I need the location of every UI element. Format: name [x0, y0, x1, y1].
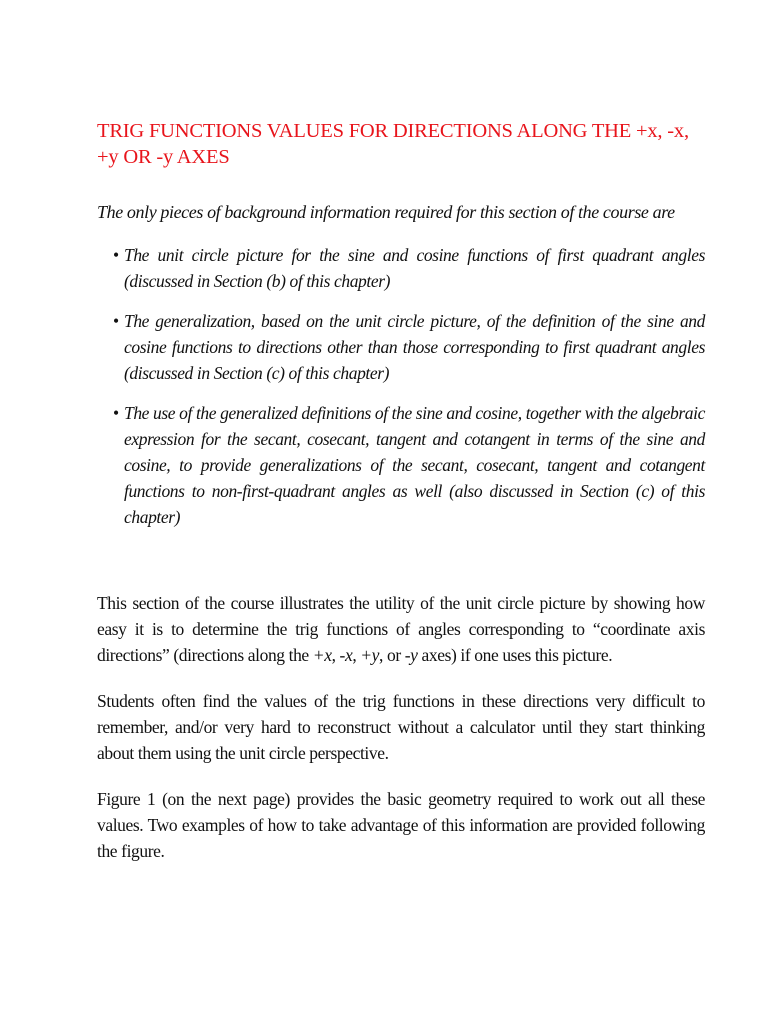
separator: , [331, 645, 340, 665]
paragraph-students: Students often find the values of the trig functions in these directions very difficult to remember, and/or very hard to reconstruct without a calculator until they start thinking about them using the unit circle perspective. [97, 691, 705, 763]
paragraph-utility [97, 590, 705, 668]
separator: , or [379, 645, 405, 665]
paragraph-figure: Figure 1 (on the next page) provides the basic geometry required to work out all these values. Two examples of how to take advantage of this information are provided following the figure. [97, 789, 705, 861]
paragraph-text: This section of the course illustrates the utility of the unit circle picture by showing how easy it is to determine the trig functions of angles corresponding to “coordinate axis directions” (directions along the [97, 593, 705, 665]
section-title: TRIG FUNCTIONS VALUES FOR DIRECTIONS ALONG THE +x, -x, +y OR -y AXES [97, 120, 689, 168]
bullet-icon: • [113, 403, 119, 423]
bullet-icon: • [113, 311, 119, 331]
axis-label-minus-y: -y [404, 645, 418, 665]
list-item-text: The generalization, based on the unit circle picture, of the definition of the sine and cosine functions to directions other than those corresponding to first quadrant angles (discussed in Section (c) of this chapter) [124, 311, 705, 383]
intro-text: The only pieces of background information required for this section of the course are [97, 202, 675, 222]
list-item-text: The use of the generalized definitions of the sine and cosine, together with the algebraic expression for the secant, cosecant, tangent and cotangent in terms of the sine and cosine, to provide generalizations of the secant, cosecant, tangent and cotangent functions to non-first-quadrant angles as well (also discussed in Section (c) of this chapter) [124, 403, 705, 527]
list-item-text: The unit circle picture for the sine and cosine functions of first quadrant angles (discussed in Section (b) of this chapter) [124, 245, 705, 291]
separator: , [352, 645, 361, 665]
axis-label-plus-x: +x [312, 645, 332, 665]
axis-label-plus-y: +y [360, 645, 380, 665]
paragraph-text: axes) if one uses this picture. [417, 645, 613, 665]
axis-label-minus-x: -x [339, 645, 353, 665]
background-list [97, 242, 705, 530]
document-page [97, 118, 705, 864]
list-item [97, 400, 705, 530]
list-item [97, 308, 705, 386]
list-item [97, 242, 705, 294]
bullet-icon: • [113, 245, 119, 265]
